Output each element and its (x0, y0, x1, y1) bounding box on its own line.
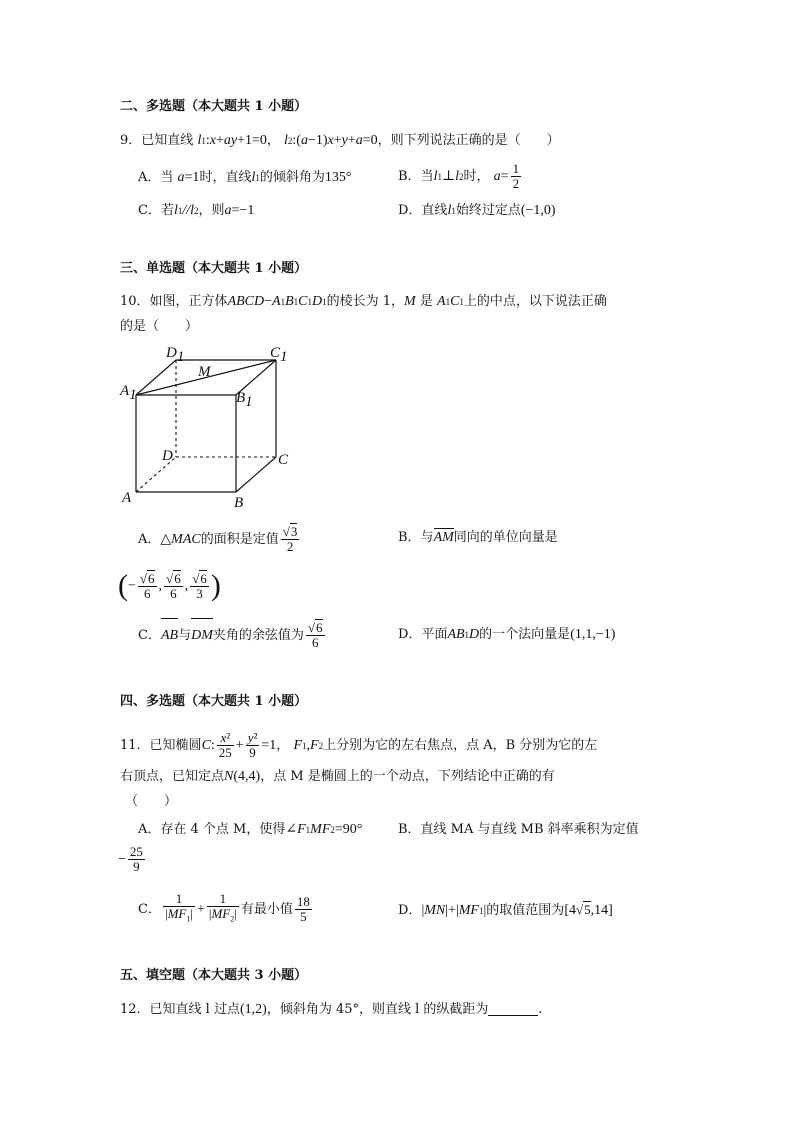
question-10-option-b: B．与AM同向的单位向量是 (398, 528, 558, 548)
question-10-option-c: C．AB与DM夹角的余弦值为 $\frac{√6}{6}$ (138, 618, 327, 654)
edge-bc (236, 457, 276, 492)
label-d: D (162, 448, 173, 464)
question-11-stem-line1: 11．已知椭圆C: $\frac{\text{x²}}{25}$ + $\frac{\text{y²}}{9}$ =1， F1,F2上分别为它的左右焦点，点 A，B 分别为它的左 (120, 730, 598, 760)
section-heading-fill-blank: 五、填空题（本大题共 3 小题） (120, 968, 308, 983)
question-11-option-b-value: − $\frac{25}{9}$ (118, 844, 143, 874)
question-11-option-c: C． $\frac{1}{|MF_1|}$ + $\frac{1}{|MF_2|}$ 有最小值 $\frac{18}{5}$ (138, 891, 310, 924)
question-9-option-b: B．当l1⊥l2时， a= $\frac{1}{2}$ (398, 161, 520, 191)
label-c: C (278, 452, 289, 468)
label-b: B (234, 495, 244, 511)
label-m: M (198, 364, 211, 380)
question-9-option-a: A．当 a=1时，直线l1的倾斜角为135° (138, 170, 352, 185)
cube-figure (118, 340, 298, 515)
question-10-stem-line1: 10．如图，正方体ABCD−A1B1C1D1的棱长为 1，M 是 A1C1上的中点，以下说法正确 (120, 294, 607, 309)
question-11-stem-line3: （ ） (125, 794, 178, 809)
question-10-option-b-vector: (− $\frac{√6}{6}$ , $\frac{√6}{6}$ , $\frac{√6}{3}$ ) (118, 569, 221, 602)
label-b1: B1 (236, 390, 253, 410)
question-11-option-a: A．存在 4 个点 M，使得∠F1MF2=90° (138, 822, 363, 837)
label-d1: D1 (166, 345, 185, 365)
question-11-option-b: B．直线 MA 与直线 MB 斜率乘积为定值 (398, 822, 639, 837)
label-a: A (122, 490, 132, 506)
question-10-option-a: A．△MAC的面积是定值 $\frac{√3}{2}$ (138, 524, 298, 554)
question-12-stem: 12．已知直线 l 过点(1,2)，倾斜角为 45°，则直线 l 的纵截距为 . (120, 1002, 543, 1017)
question-10-option-d: D．平面AB1D的一个法向量是(1,1,−1) (398, 627, 616, 642)
question-9-option-d: D．直线l1始终过定点(−1,0) (398, 203, 556, 218)
question-9-option-c: C．若l1//l2，则a=−1 (138, 203, 255, 218)
section-heading-single-choice: 三、单选题（本大题共 1 小题） (120, 261, 308, 276)
label-a1: A1 (120, 383, 137, 403)
label-c1: C1 (270, 345, 288, 365)
question-10-stem-line2: 的是（ ） (120, 319, 199, 334)
answer-blank[interactable] (488, 1001, 538, 1016)
section-heading-multi-choice: 二、多选题（本大题共 1 小题） (120, 99, 308, 114)
question-11-stem-line2: 右顶点，已知定点N(4,4)，点 M 是椭圆上的一个动点，下列结论中正确的有 (120, 769, 555, 784)
section-heading-multi-choice-2: 四、多选题（本大题共 1 小题） (120, 694, 308, 709)
question-11-option-d: D．|MN|+|MF1|的取值范围为[4√5,14] (398, 902, 613, 918)
question-number: 9． (120, 133, 142, 148)
question-9-stem: 9．已知直线 l1:x+ay+1=0， l2:(a−1)x+y+a=0，则下列说法正确的是（ ） (120, 133, 560, 148)
